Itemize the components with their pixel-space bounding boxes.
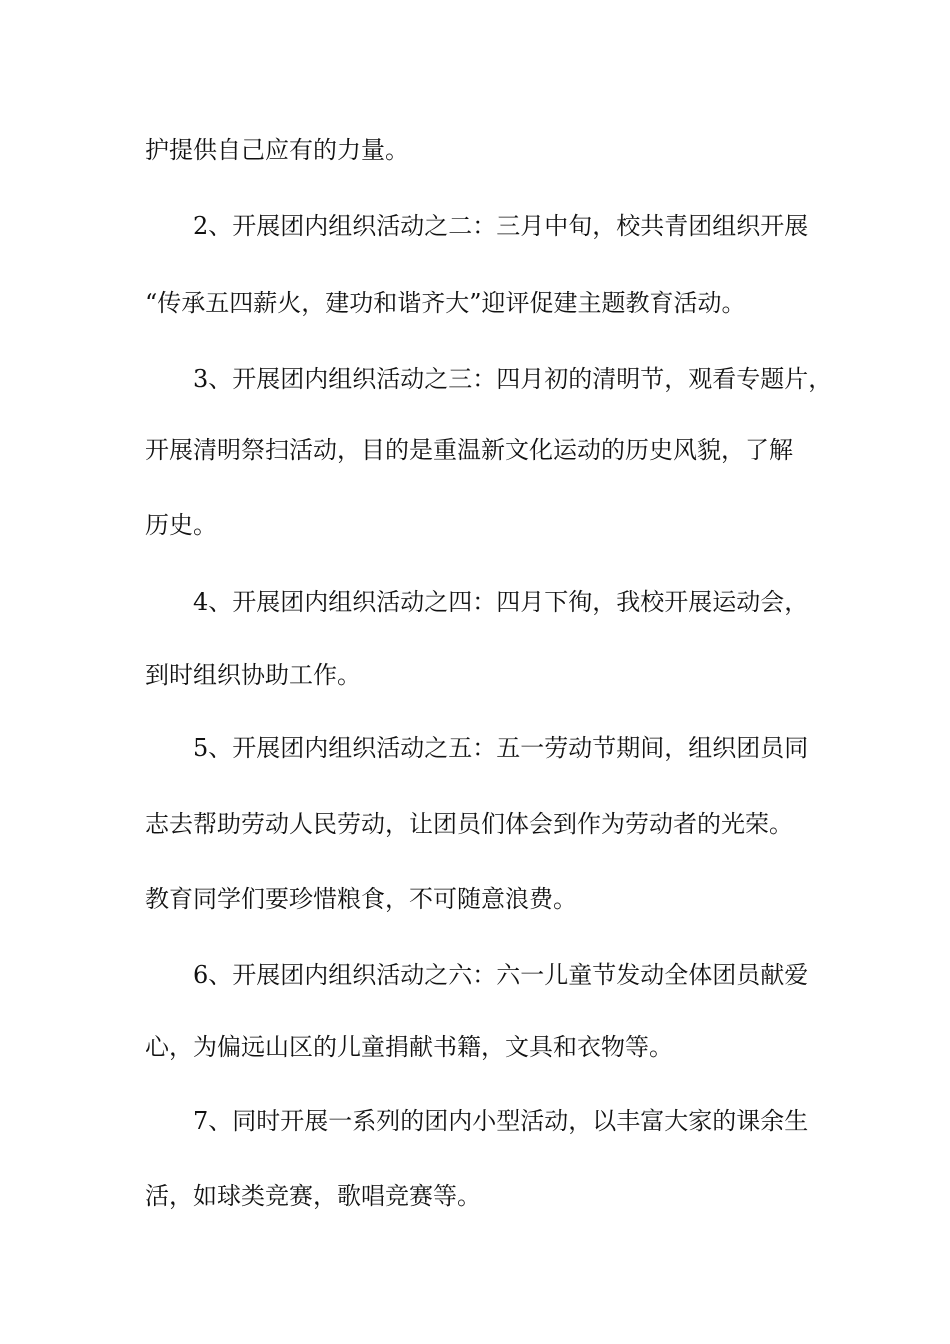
paragraph-5-first-line: 5、开展团内组织活动之五：五一劳动节期间，组织团员同 xyxy=(193,734,809,762)
text-line: 到时组织协助工作。 xyxy=(145,661,361,689)
paragraph-7-first-line: 7、同时开展一系列的团内小型活动，以丰富大家的课余生 xyxy=(193,1107,809,1135)
paragraph-4-first-line: 4、开展团内组织活动之四：四月下徇，我校开展运动会， xyxy=(193,588,809,616)
text-line: 活，如球类竞赛，歌唱竞赛等。 xyxy=(145,1182,481,1210)
paragraph-2-first-line: 2、开展团内组织活动之二：三月中旬，校共青团组织开展 xyxy=(193,212,809,240)
text-line: 开展清明祭扫活动，目的是重温新文化运动的历史风貌，了解 xyxy=(145,436,793,464)
text-line: “传承五四薪火，建功和谐齐大”迎评促建主题教育活动。 xyxy=(145,289,746,317)
paragraph-6-first-line: 6、开展团内组织活动之六：六一儿童节发动全体团员献爱 xyxy=(193,961,809,989)
text-line: 护提供自己应有的力量。 xyxy=(145,136,409,164)
paragraph-3-first-line: 3、开展团内组织活动之三：四月初的清明节，观看专题片， xyxy=(193,365,833,393)
text-line: 历史。 xyxy=(145,511,217,539)
text-line: 志去帮助劳动人民劳动，让团员们体会到作为劳动者的光荣。 xyxy=(145,810,793,838)
text-line: 心，为偏远山区的儿童捐献书籍，文具和衣物等。 xyxy=(145,1033,673,1061)
text-line: 教育同学们要珍惜粮食，不可随意浪费。 xyxy=(145,885,577,913)
